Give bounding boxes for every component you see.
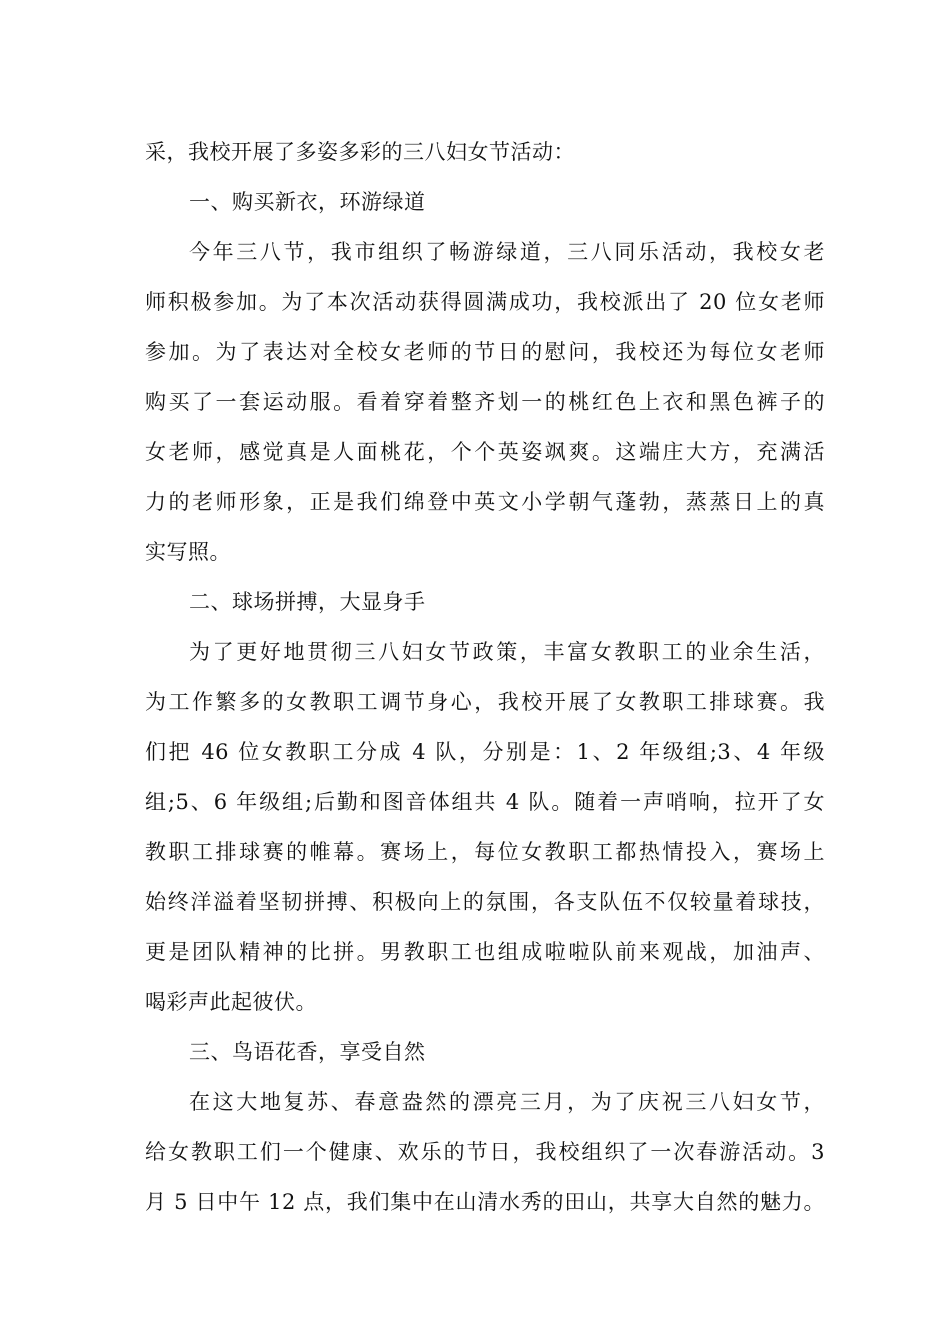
paragraph-line: 实写照。 bbox=[145, 540, 231, 564]
paragraph-line: 力的老师形象，正是我们绵登中英文小学朝气蓬勃，蒸蒸日上的真 bbox=[145, 490, 825, 514]
paragraph-line: 购买了一套运动服。看着穿着整齐划一的桃红色上衣和黑色裤子的 bbox=[145, 390, 825, 414]
paragraph-line: 更是团队精神的比拼。男教职工也组成啦啦队前来观战，加油声、 bbox=[145, 940, 825, 964]
paragraph-line: 始终洋溢着坚韧拼搏、积极向上的氛围，各支队伍不仅较量着球技， bbox=[145, 890, 825, 914]
paragraph-line: 们把 46 位女教职工分成 4 队，分别是：1、2 年级组;3、4 年级 bbox=[145, 740, 825, 764]
paragraph-line: 喝彩声此起彼伏。 bbox=[145, 990, 317, 1014]
paragraph-line: 给女教职工们一个健康、欢乐的节日，我校组织了一次春游活动。3 bbox=[145, 1140, 825, 1164]
section-heading: 一、购买新衣，环游绿道 bbox=[189, 190, 426, 214]
paragraph-line: 月 5 日中午 12 点，我们集中在山清水秀的田山，共享大自然的魅力。 bbox=[145, 1190, 825, 1214]
paragraph-line: 教职工排球赛的帷幕。赛场上，每位女教职工都热情投入，赛场上 bbox=[145, 840, 825, 864]
paragraph-line: 师积极参加。为了本次活动获得圆满成功，我校派出了 20 位女老师 bbox=[145, 290, 825, 314]
paragraph-line: 采，我校开展了多姿多彩的三八妇女节活动： bbox=[145, 140, 575, 164]
paragraph-line: 在这大地复苏、春意盎然的漂亮三月，为了庆祝三八妇女节， bbox=[189, 1090, 825, 1114]
section-heading: 二、球场拼搏，大显身手 bbox=[189, 590, 426, 614]
paragraph-line: 组;5、6 年级组;后勤和图音体组共 4 队。随着一声哨响，拉开了女 bbox=[145, 790, 825, 814]
paragraph-line: 参加。为了表达对全校女老师的节日的慰问，我校还为每位女老师 bbox=[145, 340, 825, 364]
paragraph-line: 为工作繁多的女教职工调节身心，我校开展了女教职工排球赛。我 bbox=[145, 690, 825, 714]
paragraph-line: 女老师，感觉真是人面桃花，个个英姿飒爽。这端庄大方，充满活 bbox=[145, 440, 825, 464]
paragraph-line: 今年三八节，我市组织了畅游绿道，三八同乐活动，我校女老 bbox=[189, 240, 825, 264]
paragraph-line: 为了更好地贯彻三八妇女节政策，丰富女教职工的业余生活， bbox=[189, 640, 825, 664]
section-heading: 三、鸟语花香，享受自然 bbox=[189, 1040, 426, 1064]
